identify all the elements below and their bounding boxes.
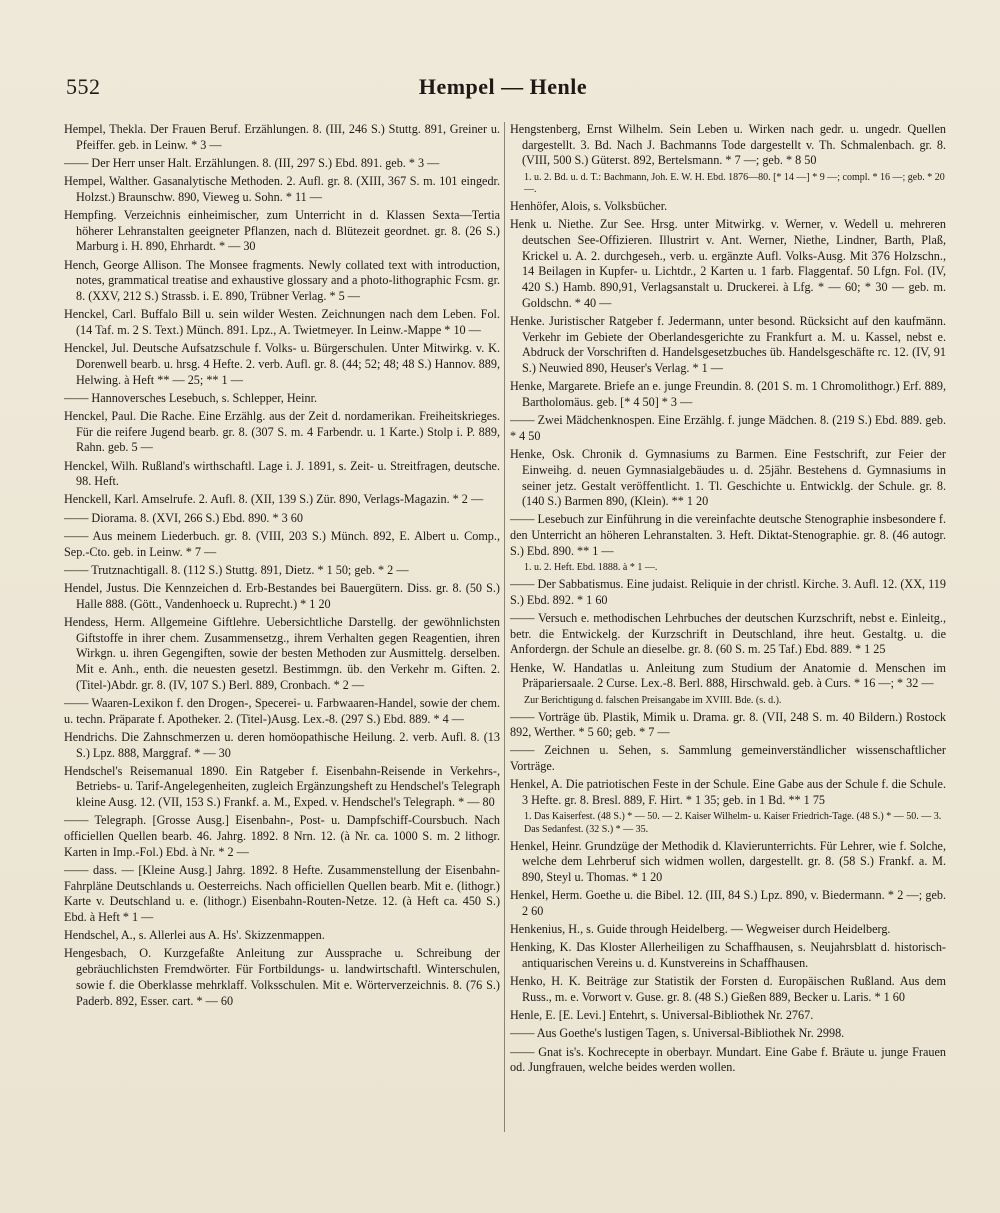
bibliography-entry: —— Zwei Mädchenknospen. Eine Erzählg. f. junge Mädchen. 8. (219 S.) Ebd. 889. geb. * 4 50 (510, 413, 946, 443)
two-column-body (64, 122, 952, 1192)
bibliography-entry: Hendschel, A., s. Allerlei aus A. Hs'. Skizzenmappen. (64, 928, 325, 943)
bibliography-entry: —— Aus Goethe's lustigen Tagen, s. Universal-Bibliothek Nr. 2998. (510, 1026, 845, 1041)
bibliography-entry: —— Aus meinem Liederbuch. gr. 8. (VIII, 203 S.) Münch. 892, E. Albert u. Comp., Sep.-Cto. geb. in Leinw. * 7 — (64, 528, 500, 559)
bibliography-entry: Henke, W. Handatlas u. Anleitung zum Studium der Anatomie d. Menschen im Präpariersaale. 2 Curse. Lex.-8. Berl. 888, Hirschwald. geb. à Curs. * 16 —; * 32 — (510, 660, 946, 691)
bibliography-note: 1. Das Kaiserfest. (48 S.) * — 50. — 2. Kaiser Wilhelm- u. Kaiser Friedrich-Tage. (48 S.) * — 50. — 3. Das Sedanfest. (32 S.) * — 35. (524, 811, 942, 835)
bibliography-entry: Henk u. Niethe. Zur See. Hrsg. unter Mitwirkg. v. Werner, v. Wedell u. mehreren deutschen See-Offizieren. Illustrirt v. Ant. Werner, Niethe, Lindner, Barth, Plaß, Krickel u. A. 2. durchgeseh., verb. u. ergänzte Aufl. Volks-Ausg. Mit 376 Holzschn., 14 Beilagen in Kupfer- u. Lichtdr., 2 Karten u. 1 farb. Flaggentaf. 50 Lfgn. Fol. (IV, 420 S.) Hamb. 890,91, Verlagsanstalt u. Druckerei. à Lfg. * — 60; * 30 — geb. m. Goldschn. * 40 — (510, 217, 946, 310)
bibliography-entry: Hempfing. Verzeichnis einheimischer, zum Unterricht in d. Klassen Sexta—Tertia höherer Lehranstalten geeigneter Pflanzen, nach d. Blütezeit geordnet. gr. 8. (26 S.) Marburg i. H. 890, Ehrhardt. * — 30 (64, 208, 500, 254)
bibliography-entry: Henke. Juristischer Ratgeber f. Jedermann, unter besond. Rücksicht auf den kaufmänn. Verkehr im Gebiete der Oberlandesgerichte zu Frankfurt a. M. u. Kassel, nebst e. Abdruck der Vorschriften d. Handelsgesetzbuches üb. Handelsgeschäfte rc. 12. (IV, 91 S.) Neuwied 890, Heuser's Verlag. * 1 — (510, 314, 946, 376)
bibliography-note: 1. u. 2. Heft. Ebd. 1888. à * 1 —. (524, 562, 658, 574)
bibliography-entry: Hendschel's Reisemanual 1890. Ein Ratgeber f. Eisenbahn-Reisende in Verkehrs-, Betriebs- u. Tarif-Angelegenheiten, zugleich Ergänzungsheft zu Hendschel's Telegraph kleine Ausg. 12. (VII, 153 S.) Frankf. a. M., Exped. v. Hendschel's Telegraph. * — 80 (64, 763, 500, 810)
bibliography-entry: Henke, Margarete. Briefe an e. junge Freundin. 8. (201 S. m. 1 Chromolithogr.) Erf. 889, Bartholomäus. geb. [* 4 50] * 3 — (510, 379, 946, 410)
bibliography-entry: Hengesbach, O. Kurzgefaßte Anleitung zur Aussprache u. Schreibung der gebräuchlichsten Fremdwörter. Für Fortbildungs- u. landwirtschaftl. Winterschulen, sowie f. die Oberklasse mehrklaff. Volksschulen. Mit e. Wörterverzeichnis. 8. (76 S.) Paderb. 892, Esser. cart. * — 60 (64, 946, 500, 1008)
bibliography-entry: Hendess, Herm. Allgemeine Giftlehre. Uebersichtliche Darstellg. der gewöhnlichsten Giftstoffe in ihrer chem. Zusammensetzg., ihrem Verhalten gegen Reagentien, ihren Wirkgn. u. ihren Gegengiften, sowie der besten Methoden zur Ausmittelg. derselben. Mit e. Anh., enth. die neuesten gesetzl. Bestimmgn. üb. den Verkehr m. Giften. 2. (Titel-)Abdr. gr. 8. (IV, 107 S.) Berl. 889, Cronbach. * 2 — (64, 614, 500, 692)
bibliography-entry: Henckell, Karl. Amselrufe. 2. Aufl. 8. (XII, 139 S.) Zür. 890, Verlags-Magazin. * 2 — (64, 492, 484, 507)
running-head: Hempel — Henle (418, 74, 588, 99)
bibliography-entry: —— Diorama. 8. (XVI, 266 S.) Ebd. 890. * 3 60 (64, 510, 303, 525)
page-number: 552 (66, 74, 101, 99)
bibliography-entry: Hendel, Justus. Die Kennzeichen d. Erb-Bestandes bei Bauergütern. Diss. gr. 8. (50 S.) Halle 888. (Gött., Vandenhoeck u. Ruprecht.) * 1 20 (64, 580, 500, 611)
bibliography-entry: Henhöfer, Alois, s. Volksbücher. (510, 199, 668, 214)
left-column (64, 122, 500, 1192)
bibliography-entry: Hendrichs. Die Zahnschmerzen u. deren homöopathische Heilung. 2. verb. Aufl. 8. (13 S.) Lpz. 888, Marggraf. * — 30 (64, 729, 500, 760)
bibliography-entry: —— Trutznachtigall. 8. (112 S.) Stuttg. 891, Dietz. * 1 50; geb. * 2 — (64, 562, 409, 577)
bibliography-entry: Henke, Osk. Chronik d. Gymnasiums zu Barmen. Eine Festschrift, zur Feier der Einweihg. d. neuen Gymnasialgebäudes u. d. 25jähr. Bestehens d. Gymnasiums in seiner jetz. Gestalt veröffentlicht. 1. Tl. Geschichte u. Entwicklg. der Schule. gr. 8. (140 S.) Barmen 890, (Klein). ** 1 20 (510, 447, 946, 509)
bibliography-entry: Hench, George Allison. The Monsee fragments. Newly collated text with introduction, notes, grammatical treatise and exhaustive glossary and a photo-lithographic Fcsm. gr. 8. (XXV, 212 S.) Strassb. i. E. 890, Trübner Verlag. * 5 — (64, 257, 500, 304)
bibliography-entry: Henko, H. K. Beiträge zur Statistik der Forsten d. Europäischen Rußland. Aus dem Russ., m. e. Vorwort v. Guse. gr. 8. (48 S.) Gießen 889, Becker u. Laris. * 1 60 (510, 974, 946, 1005)
bibliography-entry: —— Waaren-Lexikon f. den Drogen-, Specerei- u. Farbwaaren-Handel, sowie der chem. u. techn. Präparate f. Apotheker. 2. (Titel-)Ausg. Lex.-8. (297 S.) Ebd. 889. * 4 — (64, 695, 500, 726)
bibliography-entry: Henckel, Carl. Buffalo Bill u. sein wilder Westen. Zeichnungen nach dem Leben. Fol. (14 Taf. m. 2 S. Text.) Münch. 891. Lpz., A. Twietmeyer. In Leinw.-Mappe * 10 — (64, 307, 500, 337)
bibliography-entry: Henckel, Jul. Deutsche Aufsatzschule f. Volks- u. Bürgerschulen. Unter Mitwirkg. v. K. Dorenwell bearb. u. hrsg. 4 Hefte. 2. verb. Aufl. gr. 8. (44; 52; 48; 48 S.) Hannov. 889, Helwing. à Heft ** — 25; ** 1 — (64, 341, 500, 387)
bibliography-entry: Henking, K. Das Kloster Allerheiligen zu Schaffhausen, s. Neujahrsblatt d. historisch-antiquarischen Vereins u. d. Kunstvereins in Schaffhausen. (510, 940, 946, 971)
bibliography-entry: Henkel, Herm. Goethe u. die Bibel. 12. (III, 84 S.) Lpz. 890, v. Biedermann. * 2 —; geb. 2 60 (510, 888, 946, 919)
bibliography-entry: —— Hannoversches Lesebuch, s. Schlepper, Heinr. (64, 390, 318, 405)
bibliography-entry: —— Lesebuch zur Einführung in die vereinfachte deutsche Stenographie insbesondere f. den Unterricht an höheren Lehranstalten. 3. Heft. Diktat-Stenographie. gr. 8. (46 autogr. S.) Ebd. 890. ** 1 — (510, 512, 946, 558)
page-header (66, 74, 940, 108)
column-divider (504, 122, 505, 1132)
bibliography-entry: —— dass. — [Kleine Ausg.] Jahrg. 1892. 8 Hefte. Zusammenstellung der Eisenbahn-Fahrpläne Deutschlands u. Oesterreichs. Nach officiellen Quellen bearb. Mit e. (lithogr.) Karte v. Deutschland u. e. (lithogr.) Eisenbahn-Routen-Netze. 12. (à Heft ca. 450 S.) Ebd. à Heft * 1 — (64, 862, 500, 925)
bibliography-entry: —— Der Sabbatismus. Eine judaist. Reliquie in der christl. Kirche. 3. Aufl. 12. (XX, 119 S.) Ebd. 892. * 1 60 (510, 577, 946, 607)
bibliography-entry: Henkenius, H., s. Guide through Heidelberg. — Wegweiser durch Heidelberg. (510, 922, 891, 937)
bibliography-entry: —— Telegraph. [Grosse Ausg.] Eisenbahn-, Post- u. Dampfschiff-Coursbuch. Nach officiellen Quellen bearb. 46. Jahrg. 1892. 8 Nrn. 12. (à Nr. ca. 1000 S. m. 2 lithogr. Karten in Imp.-Fol.) Ebd. à Nr. * 2 — (64, 813, 500, 859)
bibliography-entry: Henkel, Heinr. Grundzüge der Methodik d. Klavierunterrichts. Für Lehrer, wie f. Solche, welche dem Lehrberuf sich widmen wollen, dargestellt. gr. 8. (58 S.) Frankf. a. M. 890, Steyl u. Thomas. * 1 20 (510, 838, 946, 885)
bibliography-entry: —— Versuch e. methodischen Lehrbuches der deutschen Kurzschrift, nebst e. Einleitg., betr. die Entwickelg. der Kurzschrift in Deutschland, ihre heut. Gestaltg. u. die Anfordergn. der Schule an dieselbe. gr. 8. (60 S. m. 25 Taf.) Ebd. 889. * 1 25 (510, 610, 946, 657)
bibliography-entry: —— Vorträge üb. Plastik, Mimik u. Drama. gr. 8. (VII, 248 S. m. 40 Bildern.) Rostock 892, Werther. * 5 60; geb. * 7 — (510, 709, 946, 740)
bibliography-entry: Hempel, Thekla. Der Frauen Beruf. Erzählungen. 8. (III, 246 S.) Stuttg. 891, Greiner u. Pfeiffer. geb. in Leinw. * 3 — (64, 122, 500, 152)
right-column (510, 122, 946, 1192)
bibliography-entry: —— Gnat is's. Kochrecepte in oberbayr. Mundart. Eine Gabe f. Bräute u. junge Frauen od. Jungfrauen, welche beides werden wollen. (510, 1044, 946, 1075)
bibliography-entry: Henckel, Wilh. Rußland's wirthschaftl. Lage i. J. 1891, s. Zeit- u. Streitfragen, deutsche. 98. Heft. (64, 458, 500, 489)
bibliography-entry: —— Zeichnen u. Sehen, s. Sammlung gemeinverständlicher wissenschaftlicher Vorträge. (510, 743, 946, 774)
bibliography-entry: Hengstenberg, Ernst Wilhelm. Sein Leben u. Wirken nach gedr. u. ungedr. Quellen dargestellt. 3. Bd. Nach J. Bachmanns Tode dargestellt v. Th. Schmalenbach. gr. 8. (VIII, 500 S.) Güterst. 892, Bertelsmann. * 7 —; geb. * 8 50 (510, 122, 946, 168)
bibliography-note: Zur Berichtigung d. falschen Preisangabe im XVIII. Bde. (s. d.). (524, 694, 782, 706)
bibliography-entry: Henckel, Paul. Die Rache. Eine Erzählg. aus der Zeit d. nordamerikan. Freiheitskrieges. Für die reifere Jugend bearb. gr. 8. (307 S. m. 4 Farbendr. u. 1 Karte.) Stolp i. P. 889, Rahn. geb. 5 — (64, 408, 500, 455)
bibliography-entry: Hempel, Walther. Gasanalytische Methoden. 2. Aufl. gr. 8. (XIII, 367 S. m. 101 eingedr. Holzst.) Braunschw. 890, Vieweg u. Sohn. * 11 — (64, 174, 500, 204)
bibliography-entry: —— Der Herr unser Halt. Erzählungen. 8. (III, 297 S.) Ebd. 891. geb. * 3 — (64, 155, 440, 170)
bibliography-entry: Henkel, A. Die patriotischen Feste in der Schule. Eine Gabe aus der Schule f. die Schule. 3 Hefte. gr. 8. Bresl. 889, F. Hirt. * 1 35; geb. in 1 Bd. ** 1 75 (510, 777, 946, 808)
bibliography-entry: Henle, E. [E. Levi.] Entehrt, s. Universal-Bibliothek Nr. 2767. (510, 1008, 814, 1023)
bibliography-note: 1. u. 2. Bd. u. d. T.: Bachmann, Joh. E. W. H. Ebd. 1876—80. [* 14 —] * 9 —; compl. * 16 —; geb. * 20 —. (524, 171, 945, 196)
